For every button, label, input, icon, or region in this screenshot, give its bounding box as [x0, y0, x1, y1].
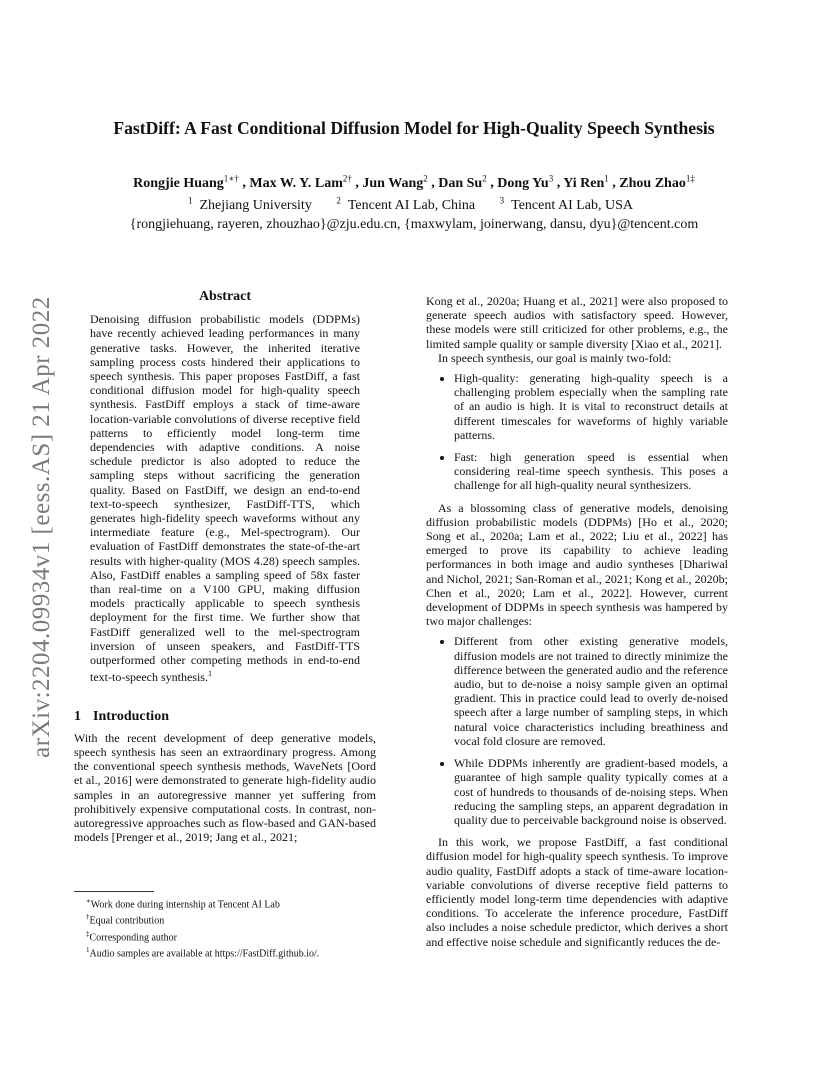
abstract-text: Denoising diffusion probabilistic models (DDPMs) have recently achieved leading performances in many generative tasks. However, the inherited iterative sampling process costs hindered their applications to speech synthesis. This paper proposes FastDiff, a fast conditional diffusion model for high-quality speech synthesis. FastDiff employs a stack of time-aware location-variable convolutions of diverse receptive field patterns to efficiently model long-term time dependencies with adaptive conditions. A noise schedule predictor is also adopted to reduce the sampling steps without sacrificing the generation quality. Based on FastDiff, we design an end-to-end text-to-speech synthesizer, FastDiff-TTS, which generates high-fidelity speech waveforms without any intermediate feature (e.g., Mel-spectrogram). Our evaluation of FastDiff demonstrates the state-of-the-art results with higher-quality (MOS 4.28) speech samples. Also, FastDiff enables a sampling speed of 58x faster than real-time on a V100 GPU, making diffusion models practically applicable to speech synthesis deployment for the first time. We further show that FastDiff generalized well to the mel-spectrogram inversion of unseen speakers, and FastDiff-TTS outperformed other competing methods in end-to-end text-to-speech synthesis.$^1$	[90, 312, 360, 685]
author: Yi Ren$^1$	[563, 173, 609, 191]
footnote-rule	[74, 891, 154, 892]
author: Max W. Y. Lam$^{2\dagger}$	[249, 173, 352, 191]
list-item: • High-quality: generating high-quality speech is a challenging problem especially when the sampling rate of an audio is high. It is vital to reconstruct details at different timescales for waveforms of highly variable patterns.	[454, 371, 728, 442]
intro-paragraph: With the recent development of deep generative models, speech synthesis has seen an extraordinary progress. Among the conventional speech synthesis methods, WaveNets [Oord et al., 2016] were demonstrated to generate high-fidelity audio samples in an autoregressive manner yet suffering from prohibitively expensive computational costs. In contrast, non-autoregressive approaches such as flow-based and GAN-based models [Prenger et al., 2019; Jang et al., 2021;	[74, 730, 376, 845]
right-column	[426, 294, 728, 949]
list-item: • While DDPMs inherently are gradient-based models, a guarantee of high sample quality typically comes at a cost of hundreds to thousands of de-noising steps. When reducing the sampling steps, an apparent degradation in quality due to perceivable background noise is observed.	[454, 756, 728, 827]
list-item: • Different from other existing generative models, diffusion models are not trained to directly minimize the difference between the generated audio and the reference audio, but to de-noise a noisy sample given an optimal gradient. This in practice could lead to overly de-noised speech after a large number of sampling steps, in which natural voice characteristics including breathiness and vocal fold closure are removed.	[454, 634, 728, 748]
footnote: ∗Work done during internship at Tencent AI Lab	[86, 897, 280, 911]
goals-list	[426, 371, 728, 493]
footnote-ref: 1	[207, 669, 212, 679]
challenges-list	[426, 634, 728, 827]
affiliation: $^1$ Zhejiang University	[187, 195, 312, 213]
paper-title: FastDiff: A Fast Conditional Diffusion Model for High-Quality Speech Synthesis	[113, 118, 715, 138]
body-paragraph: As a blossoming class of generative models, denoising diffusion probabilistic models (DDPMs) [Ho et al., 2020; Song et al., 2020a; Lam et al., 2022; Liu et al., 2022] has emerged to prove its capability to achieve leading performances in both image and audio syntheses [Dhariwal and Nichol, 2021; San-Roman et al., 2021; Kong et al., 2020b; Chen et al., 2020; Lam et al., 2022]. However, current development of DDPMs in speech synthesis was hampered by two major challenges:	[426, 500, 728, 629]
arxiv-side-stamp: arXiv:2204.09934v1 [eess.AS] 21 Apr 2022	[28, 296, 56, 758]
abstract-heading: Abstract	[198, 289, 252, 304]
author: Rongjie Huang$^{1∗\dagger}$	[133, 173, 239, 191]
left-column	[74, 290, 376, 844]
body-paragraph: In this work, we propose FastDiff, a fast conditional diffusion model for high-quality speech synthesis. To improve audio quality, FastDiff adopts a stack of time-aware location-variable convolutions of diverse receptive field patterns to efficiently model long-term time dependencies with adaptive conditions. To accelerate the inference procedure, FastDiff also includes a noise schedule predictor, which derives a short and effective noise schedule and significantly reduces the de-	[426, 835, 728, 949]
author-emails: {rongjiehuang, rayeren, zhouzhao}@zju.edu.cn, {maxwylam, joinerwang, dansu, dyu}@tencent.com	[129, 217, 699, 232]
author-list: Rongjie Huang$^{1∗\dagger}$ , Max W. Y. Lam$^{2\dagger}$ , Jun Wang$^2$ , Dan Su$^2$ , Dong Yu$^3$ , Yi Ren$^1$ , Zhou Zhao$^{1\ddagger}$	[133, 173, 695, 191]
author: Dan Su$^2$	[438, 173, 487, 191]
footnote: †Equal contribution	[86, 913, 165, 927]
body-paragraph: Kong et al., 2020a; Huang et al., 2021] were also proposed to generate speech audios with satisfactory speed. However, these models were still criticized for other problems, e.g., the limited sample quality or sample diversity [Xiao et al., 2021].	[426, 294, 728, 351]
author: Dong Yu$^3$	[497, 173, 554, 191]
author: Zhou Zhao$^{1\ddagger}$	[619, 173, 695, 191]
author: Jun Wang$^2$	[362, 173, 428, 191]
affiliation: $^2$ Tencent AI Lab, China	[336, 195, 476, 213]
list-item: • Fast: high generation speed is essential when considering real-time speech synthesis. This poses a challenge for all high-quality neural synthesizers.	[454, 450, 728, 493]
footnote: $^1$Audio samples are available at https://FastDiff.github.io/.	[86, 945, 320, 960]
footnotes	[86, 895, 386, 960]
affiliation: $^3$ Tencent AI Lab, USA	[499, 195, 634, 213]
affiliations	[40, 195, 788, 214]
body-paragraph: In speech synthesis, our goal is mainly two-fold:	[438, 350, 672, 365]
footnote: ‡Corresponding author	[86, 929, 177, 943]
section-heading-introduction: 1 Introduction	[74, 709, 169, 725]
